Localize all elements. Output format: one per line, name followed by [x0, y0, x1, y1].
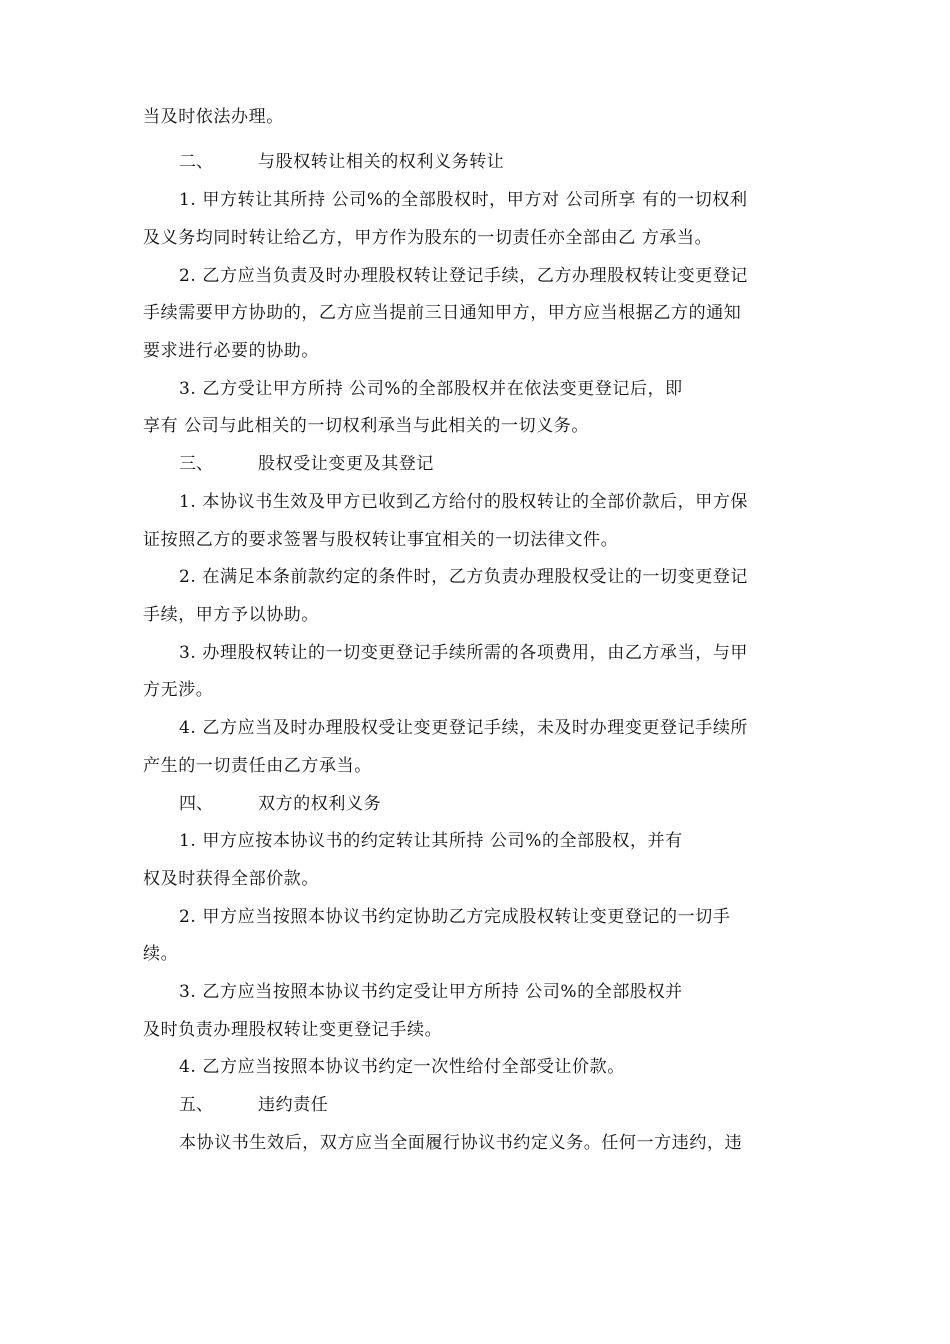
paragraph-line: 4. 乙方应当按照本协议书约定一次性给付全部受让价款。: [179, 1057, 625, 1077]
paragraph-line: 2. 乙方应当负责及时办理股权转让登记手续，乙方办理股权转让变更登记: [179, 266, 749, 286]
section-number: 四、: [179, 794, 213, 814]
paragraph-line: 证按照乙方的要求签署与股权转让事宜相关的一切法律文件。: [143, 530, 619, 550]
paragraph-line: 1. 本协议书生效及甲方已收到乙方给付的股权转让的全部价款后，甲方保: [179, 492, 749, 512]
section-number: 五、: [179, 1095, 213, 1115]
paragraph-line: 享有 公司与此相关的一切权利承当与此相关的一切义务。: [143, 416, 590, 436]
paragraph-line: 及时负责办理股权转让变更登记手续。: [143, 1020, 443, 1040]
paragraph-line: 产生的一切责任由乙方承当。: [143, 756, 372, 776]
section-number: 三、: [179, 454, 213, 474]
paragraph-line: 手续，甲方予以协助。: [143, 605, 319, 625]
paragraph-line: 2. 甲方应当按照本协议书约定协助乙方完成股权转让变更登记的一切手: [179, 907, 731, 927]
paragraph-line: 当及时依法办理。: [143, 107, 284, 127]
paragraph-line: 续。: [143, 944, 179, 964]
paragraph-line: 3. 乙方受让甲方所持 公司%的全部股权并在依法变更登记后，即: [179, 379, 683, 399]
section-heading: 违约责任: [258, 1095, 329, 1115]
paragraph-line: 3. 乙方应当按照本协议书约定受让甲方所持 公司%的全部股权并: [179, 982, 683, 1002]
section-heading: 股权受让变更及其登记: [258, 454, 434, 474]
paragraph-line: 1. 甲方应按本协议书的约定转让其所持 公司%的全部股权，并有: [179, 831, 683, 851]
paragraph-line: 权及时获得全部价款。: [143, 869, 319, 889]
paragraph-line: 要求进行必要的协助。: [143, 341, 319, 361]
paragraph-line: 2. 在满足本条前款约定的条件时，乙方负责办理股权受让的一切变更登记: [179, 567, 749, 587]
section-number: 二、: [179, 152, 213, 172]
paragraph-line: 1. 甲方转让其所持 公司%的全部股权时，甲方对 公司所享 有的一切权利: [179, 190, 748, 210]
paragraph-line: 及义务均同时转让给乙方，甲方作为股东的一切责任亦全部由乙 方承当。: [143, 228, 713, 248]
paragraph-line: 4. 乙方应当及时办理股权受让变更登记手续，未及时办理变更登记手续所: [179, 718, 749, 738]
paragraph-line: 手续需要甲方协助的，乙方应当提前三日通知甲方，甲方应当根据乙方的通知: [143, 303, 742, 323]
paragraph-line: 本协议书生效后，双方应当全面履行协议书约定义务。任何一方违约，违: [179, 1133, 743, 1153]
section-heading: 双方的权利义务: [258, 794, 382, 814]
paragraph-line: 方无涉。: [143, 680, 214, 700]
paragraph-line: 3. 办理股权转让的一切变更登记手续所需的各项费用，由乙方承当，与甲: [179, 643, 749, 663]
section-heading: 与股权转让相关的权利义务转让: [258, 152, 505, 172]
